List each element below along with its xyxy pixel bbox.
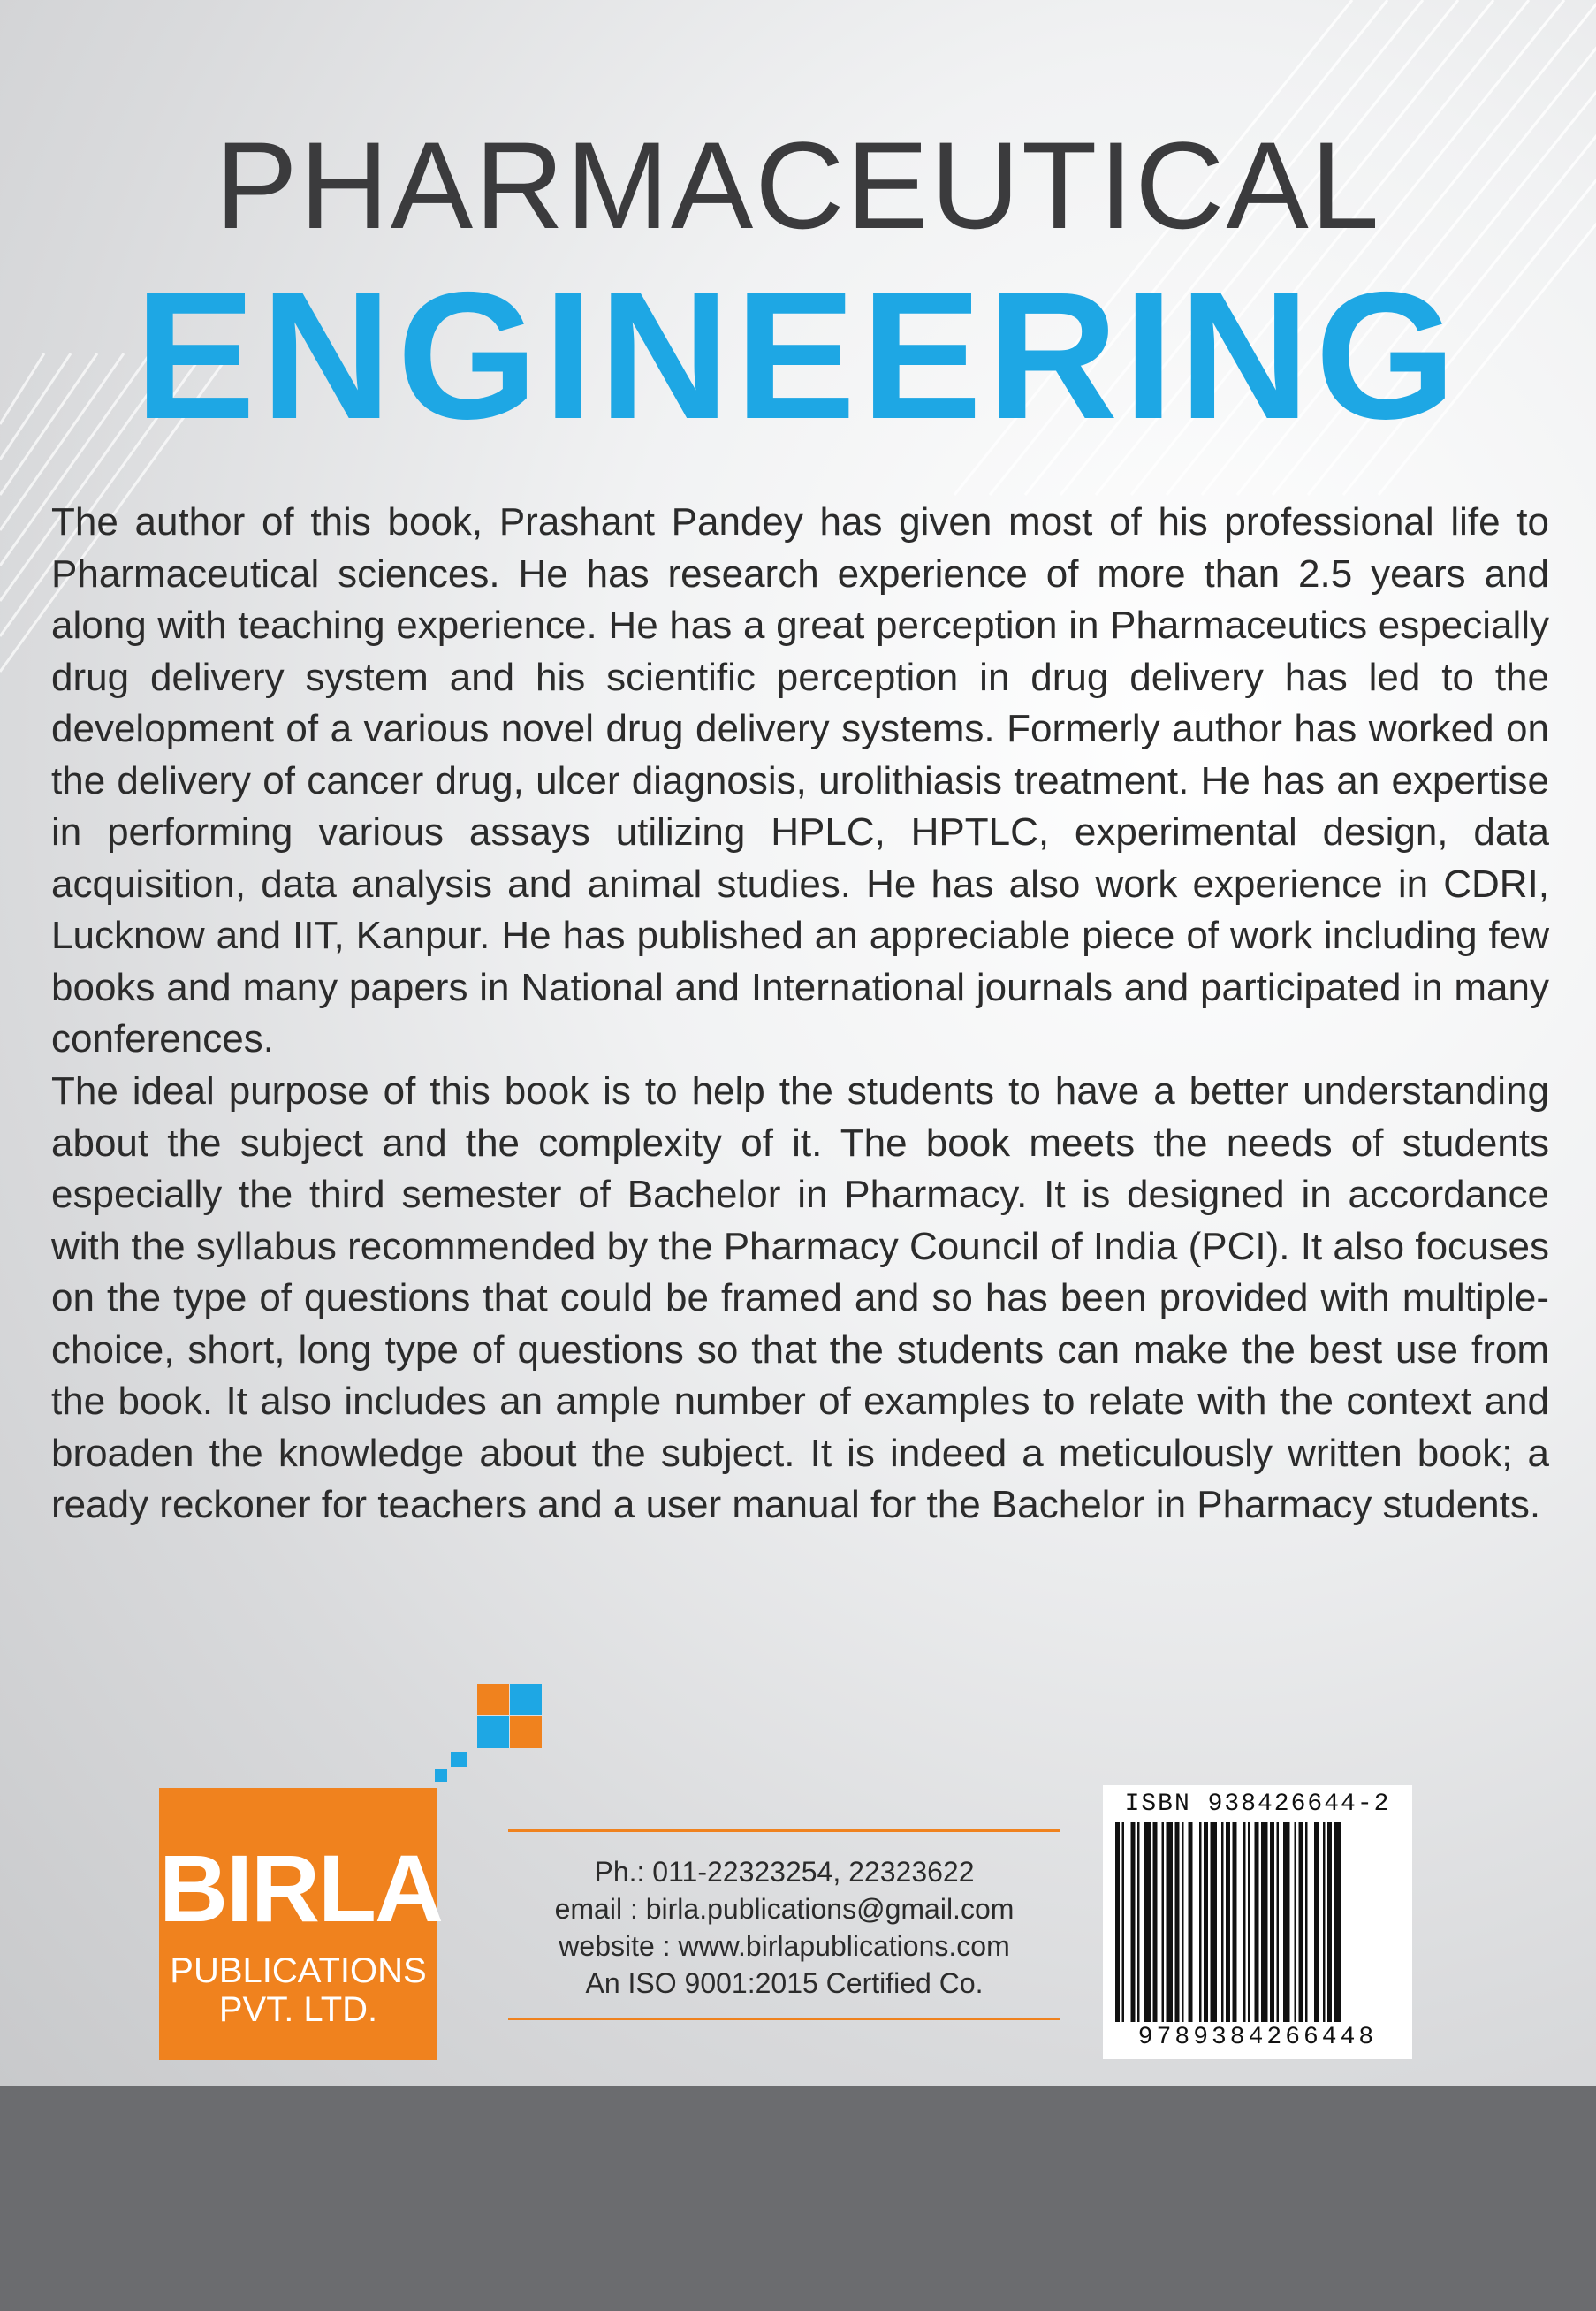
barcode-bar [1162,1822,1165,2022]
barcode-bar [1144,1822,1151,2022]
logo-line-2: PVT. LTD. [218,1990,378,2029]
barcode-bar [1334,1822,1341,2022]
logo-wordmark: BIRLA [159,1835,442,1942]
isbn-barcode [1103,1785,1412,2059]
barcode-bar [1255,1822,1259,2022]
contact-info-box [508,1829,1060,2020]
isbn-label: ISBN 938426644-2 [1124,1790,1391,1818]
phone-text: Ph.: 011-22323254, 22323622 [594,1856,975,1888]
barcode-bar [1221,1822,1224,2022]
barcode-bar [1182,1822,1184,2022]
certification-text: An ISO 9001:2015 Certified Co. [585,1967,984,1999]
logo-line-1: PUBLICATIONS [170,1951,427,1990]
barcode-bar [1299,1822,1303,2022]
bottom-band [0,2086,1596,2311]
pixel-square-decoration [477,1684,509,1715]
purpose-paragraph: The ideal purpose of this book is to help the students to have a better understanding about the subject and the complexity of it. The book meets the needs of students especially the third semester of Bachelor in Pharmacy. It is designed in accordance with the syllabus recommended by the Pharmacy Council of India (PCI). It also focuses on the type of questions that could be framed and so has been provided with multiple-choice, short, long type of questions so that the students can make the best use from the book. It also includes an ample number of examples to relate with the context and broaden the knowledge about the subject. It is indeed a meticulously written book; a ready reckoner for teachers and a user manual for the Bachelor in Pharmacy students. [51,1069,1549,1526]
barcode-bar [1270,1822,1274,2022]
title-line-2: ENGINEERING [134,255,1462,457]
barcode-digits: 9789384266448 [1137,2024,1378,2051]
pixel-square-decoration [477,1716,509,1748]
barcode-bar [1131,1822,1136,2022]
barcode-bar [1248,1822,1250,2022]
barcode-bar [1327,1822,1332,2022]
barcode-bar [1283,1822,1290,2022]
barcode-bars [1115,1822,1400,2022]
barcode-bar [1189,1822,1193,2022]
barcode-bar [1261,1822,1268,2022]
barcode-bar [1167,1822,1174,2022]
barcode-bar [1199,1822,1202,2022]
author-paragraph: The author of this book, Prashant Pandey has given most of his professional life to Pharmaceutical sciences. He has research experience of more than 2.5 years and along with teaching experience. He has a great perception in Pharmaceutics especially drug delivery system and his scientific perception in drug delivery has led to the development of a various novel drug delivery systems. Formerly author has worked on the delivery of cancer drug, ulcer diagnosis, urolithiasis treatment. He has an expertise in performing various assays utilizing HPLC, HPTLC, experimental design, data acquisition, data analysis and animal studies. He has also work experience in CDRI, Lucknow and IIT, Kanpur. He has published an appreciable piece of work including few books and many papers in National and International journals and participated in many conferences. [51,500,1549,1060]
barcode-bar [1122,1822,1125,2022]
barcode-bar [1115,1822,1120,2022]
pixel-square-decoration [451,1752,467,1767]
barcode-bar [1153,1822,1158,2022]
barcode-bar [1305,1822,1308,2022]
barcode-bar [1314,1822,1319,2022]
barcode-bar [1211,1822,1218,2022]
title-line-1: PHARMACEUTICAL [215,116,1381,255]
barcode-bar [1204,1822,1208,2022]
barcode-bar [1323,1822,1326,2022]
barcode-bar [1277,1822,1280,2022]
barcode-bar [1226,1822,1230,2022]
email-text: email : birla.publications@gmail.com [554,1893,1015,1925]
pixel-square-decoration [510,1684,542,1715]
barcode-bar [1295,1822,1297,2022]
pixel-square-decoration [510,1716,542,1748]
pixel-square-decoration [435,1769,447,1782]
website-text: website : www.birlapublications.com [559,1930,1010,1962]
barcode-bar [1175,1822,1180,2022]
publisher-logo [159,1788,442,2060]
barcode-bar [1243,1822,1246,2022]
barcode-bar [1233,1822,1237,2022]
barcode-bar [1137,1822,1140,2022]
logo-subtitle [159,1951,437,2029]
